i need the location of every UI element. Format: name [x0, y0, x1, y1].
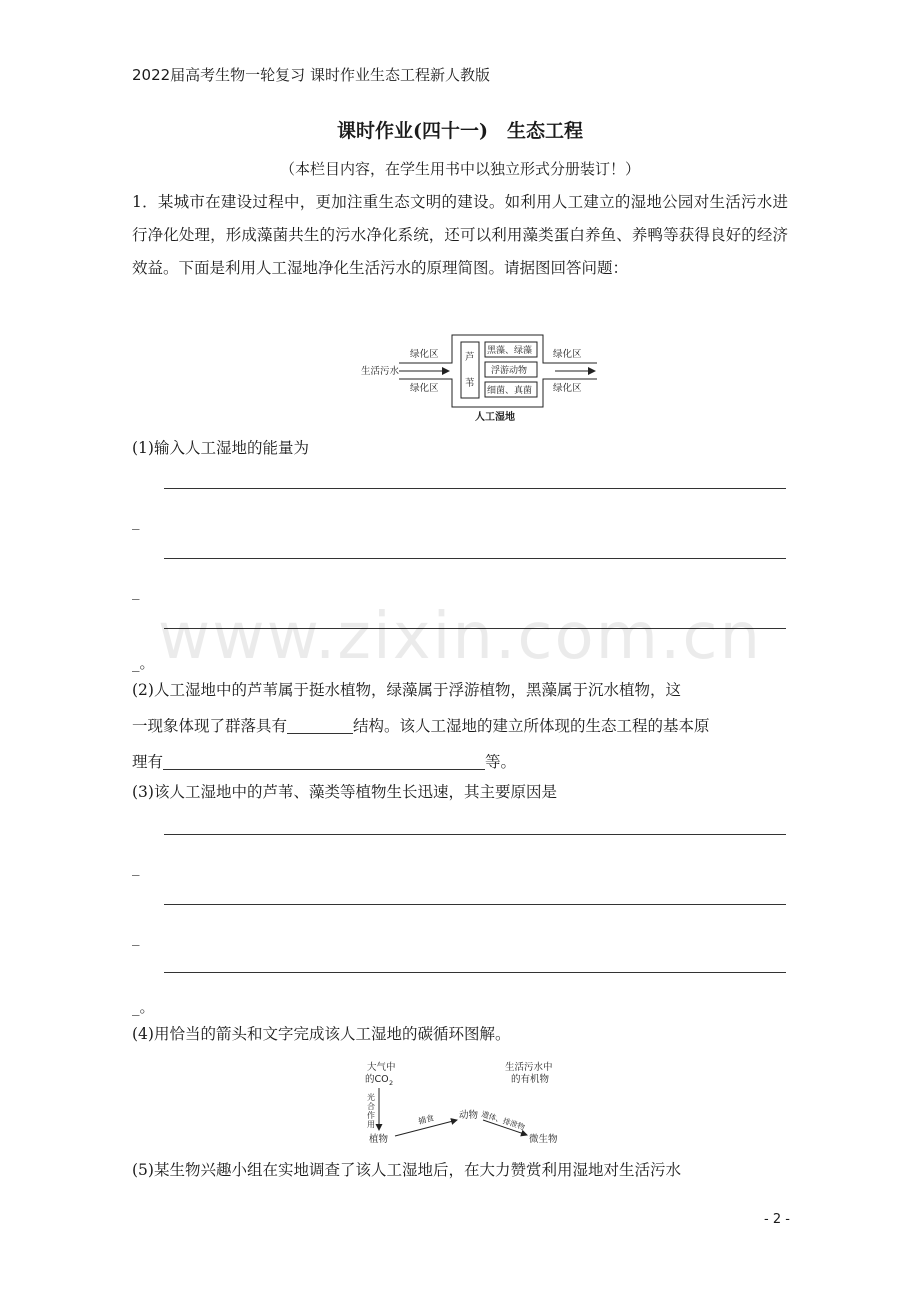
atm-co2-subscript: 2 — [389, 1079, 394, 1087]
photosynthesis-char-4: 用 — [367, 1120, 375, 1129]
answer-line — [164, 904, 786, 905]
feeding-label: 捕食 — [417, 1113, 436, 1126]
sewage-organic-line2: 的有机物 — [511, 1074, 550, 1085]
question-1-4: (4)用恰当的箭头和文字完成该人工湿地的碳循环图解。 — [132, 1025, 511, 1043]
q2-line3-b: 等。 — [485, 753, 517, 771]
line-stub-end: _。 — [132, 998, 155, 1016]
question-1-5: (5)某生物兴趣小组在实地调查了该人工湿地后，在大力赞赏利用湿地对生活污水 — [132, 1161, 681, 1179]
atm-co2-line1: 大气中 — [367, 1062, 396, 1073]
wetland-diagram — [355, 330, 605, 425]
answer-line — [164, 558, 786, 559]
reed-char-2: 苇 — [465, 378, 475, 389]
q2-line2-b: 结构。该人工湿地的建立所体现的生态工程的基本原 — [353, 717, 710, 735]
microbe-label: 微生物 — [529, 1134, 558, 1145]
sewage-organic-line1: 生活污水中 — [505, 1062, 553, 1073]
line-stub-end: _。 — [132, 654, 155, 672]
algae-label: 黑藻、绿藻 — [487, 346, 533, 356]
sewage-input-label: 生活污水 — [361, 366, 400, 377]
blank-structure — [287, 717, 353, 734]
watermark: www.zixin.com.cn — [157, 600, 763, 674]
photosynthesis-char-1: 光 — [367, 1093, 375, 1102]
animal-label: 动物 — [459, 1110, 479, 1121]
left-green-zone-bottom: 绿化区 — [410, 383, 439, 394]
left-green-zone-top: 绿化区 — [410, 349, 439, 360]
carbon-cycle-diagram — [355, 1058, 575, 1150]
q2-line3-a: 理有 — [132, 753, 164, 771]
line-stub: _ — [132, 928, 140, 946]
reed-box — [461, 342, 479, 398]
page-number: - 2 - — [764, 1212, 790, 1227]
reed-char-1: 芦 — [465, 352, 475, 363]
right-green-zone-top: 绿化区 — [553, 349, 582, 360]
q2-line1: (2)人工湿地中的芦苇属于挺水植物，绿藻属于浮游植物，黑藻属于沉水植物，这 — [132, 681, 681, 699]
question-1-intro: 1．某城市在建设过程中，更加注重生态文明的建设。如利用人工建立的湿地公园对生活污水进行净化处理，形成藻菌共生的污水净化系统，还可以利用藻类蛋白养鱼、养鸭等获得良好的经济效益。下面是利用人工湿地净化生活污水的原理简图。请据图回答问题： — [132, 193, 788, 277]
microbe-label: 细菌、真菌 — [487, 386, 533, 396]
right-green-zone-bottom: 绿化区 — [553, 383, 582, 394]
line-stub: _ — [132, 512, 140, 530]
line-stub: _ — [132, 858, 140, 876]
wetland-caption: 人工湿地 — [475, 412, 515, 423]
photosynthesis-char-3: 作 — [367, 1111, 375, 1120]
photosynthesis-char-2: 合 — [367, 1102, 375, 1111]
document-header: 2022届高考生物一轮复习 课时作业生态工程新人教版 — [132, 66, 490, 84]
remains-label: 遗体、排泄物 — [480, 1109, 526, 1132]
plant-label: 植物 — [369, 1134, 389, 1145]
atm-co2-line2: 的CO — [365, 1074, 389, 1085]
page-subtitle: （本栏目内容，在学生用书中以独立形式分册装订！） — [279, 160, 640, 178]
page-title: 课时作业(四十一) 生态工程 — [337, 120, 583, 142]
blank-principle — [163, 753, 485, 770]
answer-line — [164, 972, 786, 973]
line-stub: _ — [132, 582, 140, 600]
question-1-2 — [132, 672, 788, 780]
q2-line2-a: 一现象体现了群落具有 — [132, 717, 288, 735]
question-1-3: (3)该人工湿地中的芦苇、藻类等植物生长迅速，其主要原因是 — [132, 783, 557, 801]
question-1-1: (1)输入人工湿地的能量为 — [132, 439, 309, 457]
answer-line — [164, 488, 786, 489]
zooplankton-label: 浮游动物 — [491, 366, 528, 376]
answer-line — [164, 834, 786, 835]
